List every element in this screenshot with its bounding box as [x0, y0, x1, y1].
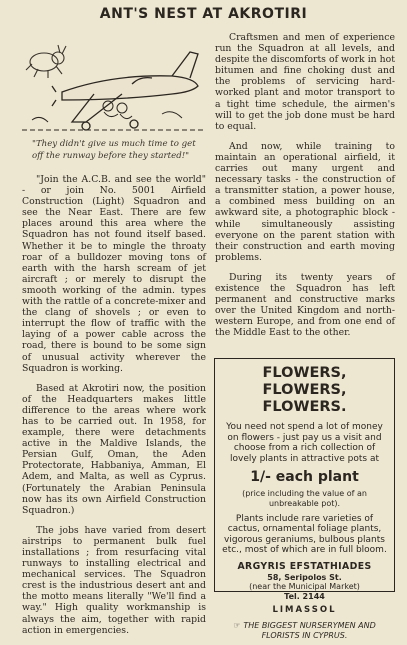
- ad-headline-line: FLOWERS, FLOWERS,: [262, 365, 347, 398]
- body-paragraph: And now, while training to maintain an operational airfield, it carries out many urgent and necessary tasks - the construction of a transmitter station, a power house, a combined mess building on an awkward site, a photographic block - while simultaneously assisting everyone on the parent station with their construction and earth moving problems.: [215, 140, 395, 263]
- flower-advertisement: [214, 358, 395, 641]
- runway-workers-illustration: [22, 101, 206, 130]
- caption-line: off the runway before they started!": [32, 151, 190, 161]
- ad-price: 1/- each plant: [250, 469, 359, 486]
- ad-price-note: (price including the value of an unbreakable pot).: [242, 489, 367, 508]
- ad-headline-line: FLOWERS.: [262, 399, 347, 415]
- ad-description: Plants include rare varieties of cactus, ornamental foliage plants, vigorous geraniums, bulbous plants etc., most of which are in full bloom.: [222, 513, 387, 556]
- ad-near: (near the Municipal Market): [249, 582, 360, 592]
- ad-headline: [219, 365, 390, 416]
- caption-line: "They didn't give us much time to get: [32, 139, 196, 149]
- body-paragraph: "Join the A.C.B. and see the world" - or join No. 5001 Airfield Construction (Light) Squadron and see the Near East. There are few places around this area where the Squadron has not found itself based. Whether it be to mingle the throaty roar of a bulldozer moving tons of earth with the harsh scream of jet aircraft ; or merely to disrupt the smooth working of the admin. types with the rattle of a concrete-mixer and the clang of shovels ; or even to interrupt the flow of traffic with the laying of a power cable across the road, there is bound to be some sign of unusual activity wherever the Squadron is working.: [22, 174, 206, 374]
- ad-telephone: Tel. 2144: [284, 591, 325, 601]
- ad-street: 58, Seripolos St.: [267, 572, 342, 582]
- left-column: [22, 34, 206, 645]
- article-title: ANT'S NEST AT AKROTIRI: [99, 6, 308, 22]
- body-paragraph: Based at Akrotiri now, the position of the Headquarters makes little difference to the areas where work has to be carried out. In 1958, for example, there were detachments active in the Maldive Islands, the Persian Gulf, Oman, the Aden Protectorate, Habbaniya, Amman, El Adem, and Malta, as well as Cyprus. (Fortunately the Arabian Peninsula now has its own Airfield Construction Squadron.): [22, 382, 206, 516]
- body-paragraph: During its twenty years of existence the Squadron has left permanent and constructive marks over the United Kingdom and north-western Europe, and from one end of the Middle East to the other.: [215, 271, 395, 339]
- ad-town: LIMASSOL: [272, 605, 337, 616]
- body-paragraph: Craftsmen and men of experience run the Squadron at all levels, and despite the discomforts of work in hot bitumen and fine choking dust and the problems of servicing hard-worked plant and motor transport to a tight time schedule, the airmen's will to get the job done must be hard to equal.: [215, 32, 395, 132]
- ad-intro-text: You need not spend a lot of money on flowers - just pay us a visit and choose from a rich collection of lovely plants in attractive pots at: [226, 422, 383, 464]
- body-paragraph: The jobs have varied from desert airstrips to permanent bulk fuel installations ; from resurfacing vital runways to installing electrical and mechanical services. The Squadron crest is the industrious desert ant and the motto means literally "We'll find a way." High quality workmanship is always the aim, together with rapid action in emergencies.: [22, 524, 206, 636]
- ant-crest-illustration: [26, 45, 66, 78]
- right-column: [215, 32, 395, 347]
- ad-slogan-text: THE BIGGEST NURSERYMEN AND: [243, 621, 376, 631]
- illustration-caption: [22, 138, 206, 162]
- ad-slogan: [221, 621, 388, 641]
- pointing-hand-icon: ☞: [233, 621, 241, 631]
- ad-slogan-line: [221, 621, 388, 631]
- cartoon-illustration: [22, 34, 206, 136]
- ad-shop-name: ARGYRIS EFSTATHIADES: [237, 560, 372, 572]
- ad-slogan-line: FLORISTS IN CYPRUS.: [261, 631, 348, 641]
